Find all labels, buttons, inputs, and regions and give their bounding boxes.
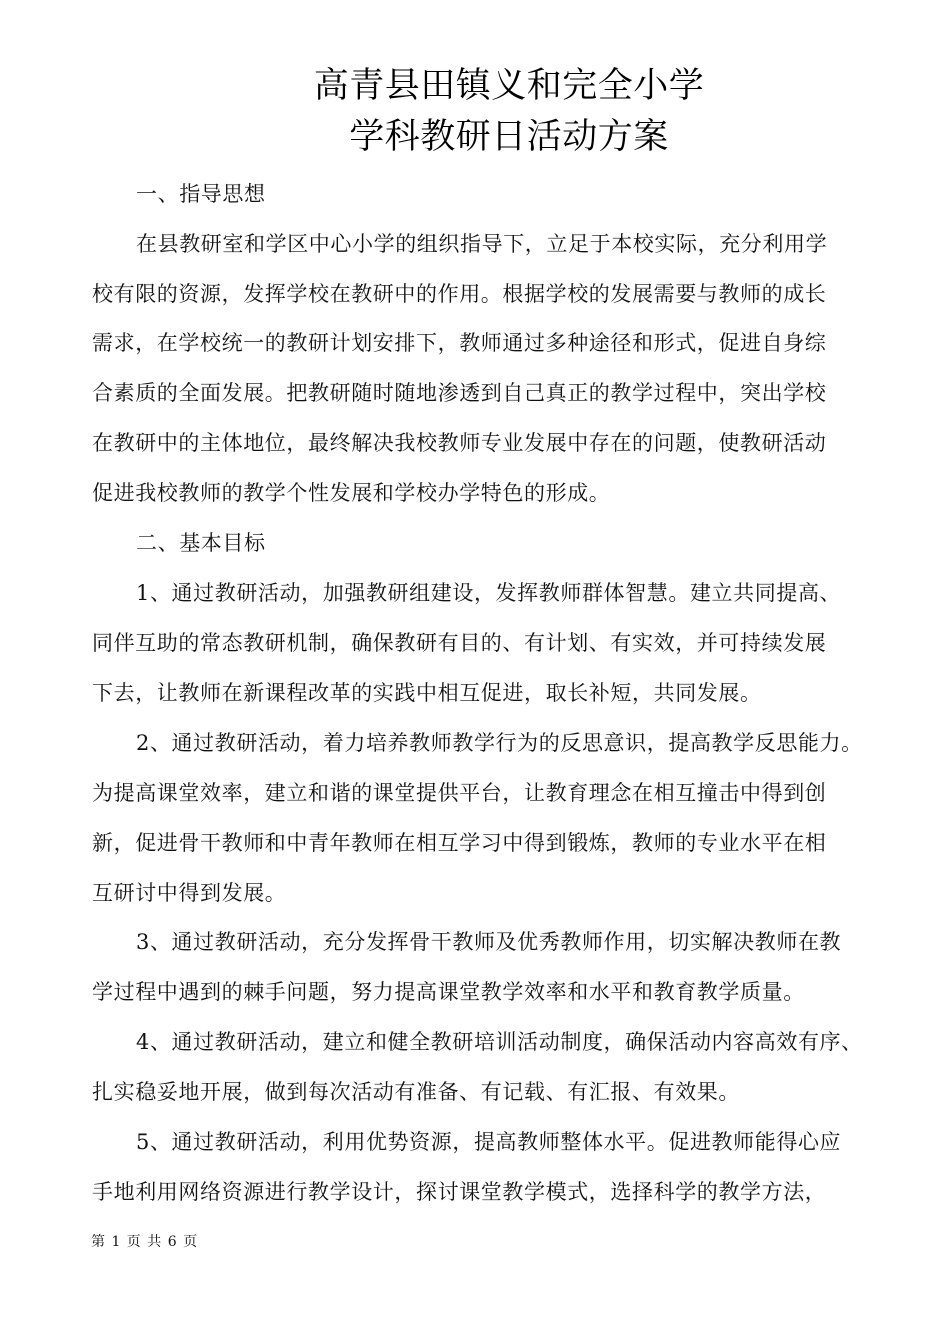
paragraph-line: 下去，让教师在新课程改革的实践中相互促进，取长补短，共同发展。 — [92, 681, 762, 705]
paragraph-line: 校有限的资源，发挥学校在教研中的作用。根据学校的发展需要与教师的成长 — [92, 282, 827, 306]
paragraph-line: 需求，在学校统一的教研计划安排下，教师通过多种途径和形式，促进自身综 — [92, 331, 827, 355]
paragraph-line: 促进我校教师的教学个性发展和学校办学特色的形成。 — [92, 481, 611, 505]
section-heading-guiding-ideology: 一、指导思想 — [136, 182, 266, 206]
paragraph-line: 互研讨中得到发展。 — [92, 881, 287, 905]
paragraph-line: 扎实稳妥地开展，做到每次活动有准备、有记载、有汇报、有效果。 — [92, 1080, 740, 1104]
paragraph-line: 手地利用网络资源进行教学设计，探讨课堂教学模式，选择科学的教学方法， — [92, 1180, 827, 1204]
page-number-footer: 第 1 页 共 6 页 — [91, 1234, 199, 1250]
paragraph-line: 在县教研室和学区中心小学的组织指导下，立足于本校实际，充分利用学 — [136, 232, 828, 256]
section-heading-basic-goals: 二、基本目标 — [136, 531, 266, 555]
document-title-line-1: 高青县田镇义和完全小学 — [313, 66, 705, 106]
paragraph-line: 学过程中遇到的棘手问题，努力提高课堂教学效率和水平和教育教学质量。 — [92, 980, 805, 1004]
paragraph-line: 新，促进骨干教师和中青年教师在相互学习中得到锻炼，教师的专业水平在相 — [92, 831, 827, 855]
paragraph-line: 在教研中的主体地位，最终解决我校教师专业发展中存在的问题，使教研活动 — [92, 431, 827, 455]
paragraph-line: 为提高课堂效率，建立和谐的课堂提供平台，让教育理念在相互撞击中得到创 — [92, 781, 827, 805]
paragraph-line: 同伴互助的常态教研机制，确保教研有目的、有计划、有实效，并可持续发展 — [92, 631, 827, 655]
paragraph-line: 1、通过教研活动，加强教研组建设，发挥教师群体智慧。建立共同提高、 — [136, 581, 842, 605]
document-title-line-2: 学科教研日活动方案 — [349, 117, 669, 157]
paragraph-line: 3、通过教研活动，充分发挥骨干教师及优秀教师作用，切实解决教师在教 — [136, 930, 842, 954]
paragraph-line: 合素质的全面发展。把教研随时随地渗透到自己真正的教学过程中，突出学校 — [92, 381, 827, 405]
paragraph-line: 4、通过教研活动，建立和健全教研培训活动制度，确保活动内容高效有序、 — [136, 1030, 863, 1054]
paragraph-line: 2、通过教研活动，着力培养教师教学行为的反思意识，提高教学反思能力。 — [136, 731, 863, 755]
paragraph-line: 5、通过教研活动，利用优势资源，提高教师整体水平。促进教师能得心应 — [136, 1130, 842, 1154]
